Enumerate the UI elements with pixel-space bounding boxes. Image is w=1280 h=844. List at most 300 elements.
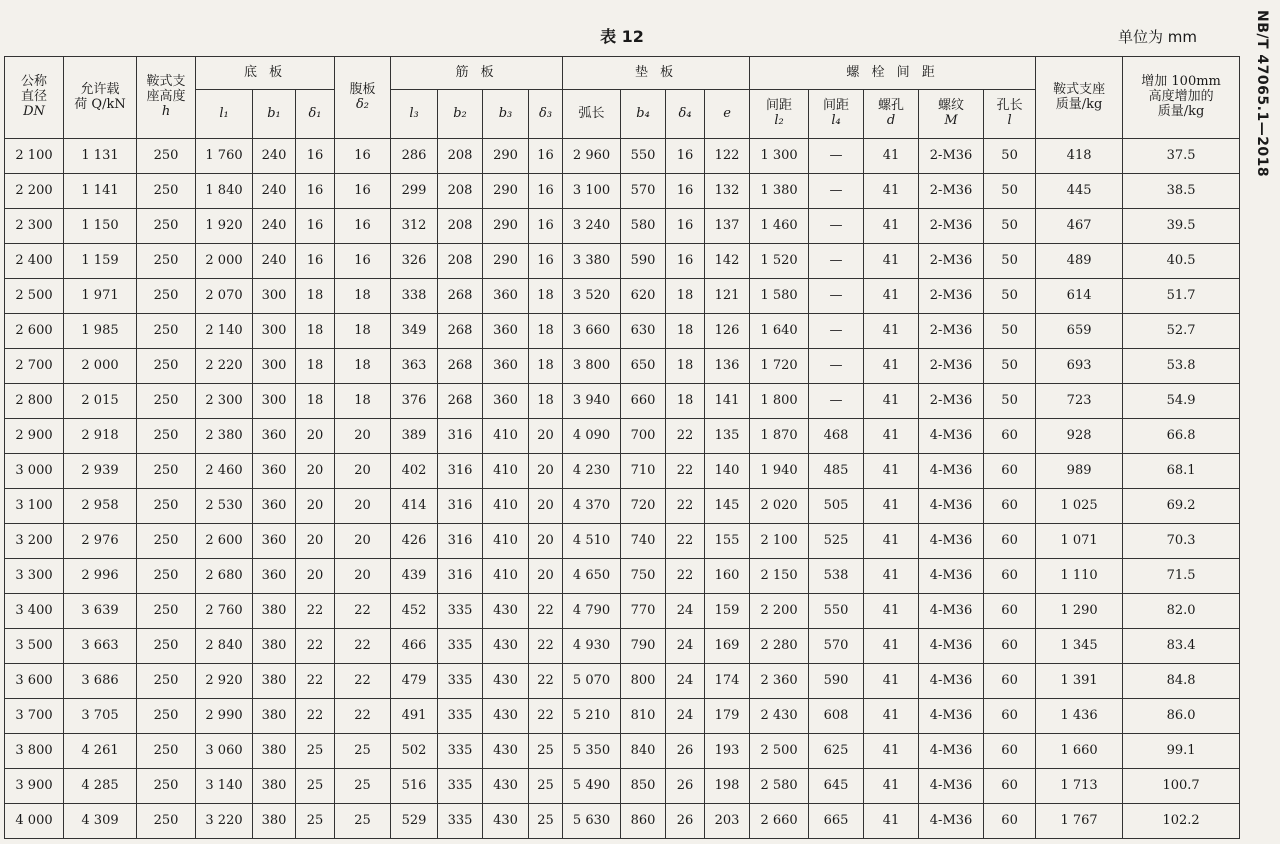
table-cell: 41	[864, 349, 919, 384]
table-cell: 4 230	[563, 454, 621, 489]
table-cell: 41	[864, 769, 919, 804]
col-web-header: 腹板 δ₂	[335, 57, 391, 139]
table-cell: 538	[809, 559, 864, 594]
table-cell: —	[809, 349, 864, 384]
table-cell: 145	[705, 489, 750, 524]
table-cell: 3 940	[563, 384, 621, 419]
table-cell: 16	[529, 244, 563, 279]
table-cell: 1 460	[750, 209, 809, 244]
table-cell: 4-M36	[919, 489, 984, 524]
table-cell: 4 790	[563, 594, 621, 629]
table-cell: 60	[984, 524, 1036, 559]
table-cell: 2 920	[196, 664, 253, 699]
table-cell: 489	[1036, 244, 1123, 279]
table-cell: 16	[666, 139, 705, 174]
table-cell: 360	[483, 279, 529, 314]
table-cell: 159	[705, 594, 750, 629]
table-cell: 250	[137, 314, 196, 349]
table-cell: 2 660	[750, 804, 809, 839]
table-cell: 50	[984, 244, 1036, 279]
table-cell: 3 520	[563, 279, 621, 314]
table-cell: 16	[335, 174, 391, 209]
table-cell: 4-M36	[919, 769, 984, 804]
table-cell: 335	[438, 769, 483, 804]
table-cell: 2-M36	[919, 279, 984, 314]
table-cell: 2-M36	[919, 244, 984, 279]
table-cell: 2-M36	[919, 384, 984, 419]
table-cell: 137	[705, 209, 750, 244]
table-cell: 121	[705, 279, 750, 314]
table-cell: 349	[391, 314, 438, 349]
table-cell: 203	[705, 804, 750, 839]
table-cell: 335	[438, 664, 483, 699]
table-cell: 550	[621, 139, 666, 174]
table-cell: 360	[483, 349, 529, 384]
table-row	[5, 629, 1240, 664]
dimension-table	[4, 56, 1240, 839]
table-cell: 250	[137, 524, 196, 559]
table-cell: 376	[391, 384, 438, 419]
table-row	[5, 384, 1240, 419]
table-cell: 41	[864, 244, 919, 279]
table-cell: 268	[438, 384, 483, 419]
table-cell: 590	[621, 244, 666, 279]
table-cell: 316	[438, 489, 483, 524]
table-cell: 3 000	[5, 454, 64, 489]
table-cell: 1 800	[750, 384, 809, 419]
table-cell: 3 660	[563, 314, 621, 349]
table-cell: 41	[864, 139, 919, 174]
table-row	[5, 524, 1240, 559]
table-cell: 4-M36	[919, 734, 984, 769]
table-cell: 445	[1036, 174, 1123, 209]
col-mass-header: 鞍式支座 质量/kg	[1036, 57, 1123, 139]
table-cell: 360	[483, 314, 529, 349]
table-cell: 20	[529, 454, 563, 489]
table-cell: 1 640	[750, 314, 809, 349]
table-cell: 250	[137, 174, 196, 209]
table-cell: 18	[529, 314, 563, 349]
table-cell: 5 350	[563, 734, 621, 769]
table-cell: 50	[984, 314, 1036, 349]
table-cell: 693	[1036, 349, 1123, 384]
table-cell: 22	[666, 454, 705, 489]
table-cell: 250	[137, 629, 196, 664]
table-cell: —	[809, 279, 864, 314]
table-cell: 41	[864, 734, 919, 769]
table-cell: 50	[984, 349, 1036, 384]
table-cell: 1 290	[1036, 594, 1123, 629]
table-cell: 250	[137, 419, 196, 454]
table-cell: 26	[666, 769, 705, 804]
table-cell: 22	[296, 594, 335, 629]
table-cell: 16	[335, 209, 391, 244]
table-cell: 22	[296, 664, 335, 699]
table-cell: 240	[253, 209, 296, 244]
table-cell: 3 705	[64, 699, 137, 734]
table-cell: 52.7	[1123, 314, 1240, 349]
col-l4-header: 间距 l₄	[809, 90, 864, 139]
table-cell: 2 960	[563, 139, 621, 174]
table-cell: 430	[483, 699, 529, 734]
table-cell: 2 760	[196, 594, 253, 629]
table-cell: 2 280	[750, 629, 809, 664]
table-cell: 20	[335, 419, 391, 454]
table-cell: 2 600	[196, 524, 253, 559]
table-cell: 2 400	[5, 244, 64, 279]
table-cell: 3 240	[563, 209, 621, 244]
table-cell: 16	[335, 244, 391, 279]
table-cell: 39.5	[1123, 209, 1240, 244]
table-cell: 2 380	[196, 419, 253, 454]
table-cell: 41	[864, 419, 919, 454]
table-cell: —	[809, 314, 864, 349]
table-cell: 24	[666, 664, 705, 699]
table-cell: 4 000	[5, 804, 64, 839]
table-cell: 410	[483, 454, 529, 489]
col-delta4-header: δ₄	[666, 90, 705, 139]
table-cell: 770	[621, 594, 666, 629]
table-cell: 1 985	[64, 314, 137, 349]
table-cell: 2 020	[750, 489, 809, 524]
table-cell: 41	[864, 454, 919, 489]
table-cell: 5 210	[563, 699, 621, 734]
table-cell: 4-M36	[919, 524, 984, 559]
table-cell: 22	[335, 629, 391, 664]
table-cell: 410	[483, 524, 529, 559]
table-cell: 155	[705, 524, 750, 559]
table-cell: 338	[391, 279, 438, 314]
table-cell: 2 150	[750, 559, 809, 594]
table-cell: 4-M36	[919, 419, 984, 454]
table-cell: 20	[296, 524, 335, 559]
table-cell: 360	[253, 489, 296, 524]
table-cell: 2 996	[64, 559, 137, 594]
table-cell: 18	[666, 314, 705, 349]
table-cell: 4 510	[563, 524, 621, 559]
table-cell: 2-M36	[919, 174, 984, 209]
table-cell: 20	[529, 559, 563, 594]
table-cell: 3 800	[5, 734, 64, 769]
table-cell: 468	[809, 419, 864, 454]
table-cell: 24	[666, 629, 705, 664]
table-cell: 630	[621, 314, 666, 349]
table-cell: 2 100	[5, 139, 64, 174]
table-cell: 2 100	[750, 524, 809, 559]
table-cell: 4-M36	[919, 699, 984, 734]
table-cell: 2 460	[196, 454, 253, 489]
table-cell: 620	[621, 279, 666, 314]
side-margin	[1244, 0, 1280, 844]
standard-number: NB/T 47065.1—2018	[1254, 10, 1270, 178]
table-cell: 660	[621, 384, 666, 419]
table-cell: 41	[864, 279, 919, 314]
table-cell: 37.5	[1123, 139, 1240, 174]
col-l1-header: l₁	[196, 90, 253, 139]
table-cell: 3 100	[563, 174, 621, 209]
table-cell: 268	[438, 314, 483, 349]
table-cell: 1 520	[750, 244, 809, 279]
table-cell: 4 285	[64, 769, 137, 804]
table-cell: 20	[296, 489, 335, 524]
table-cell: 316	[438, 524, 483, 559]
table-cell: 360	[253, 559, 296, 594]
table-cell: 467	[1036, 209, 1123, 244]
table-cell: 24	[666, 699, 705, 734]
table-cell: 466	[391, 629, 438, 664]
table-cell: 25	[529, 769, 563, 804]
table-cell: 60	[984, 559, 1036, 594]
table-cell: 83.4	[1123, 629, 1240, 664]
table-cell: 250	[137, 804, 196, 839]
table-cell: 135	[705, 419, 750, 454]
table-cell: 18	[296, 384, 335, 419]
bolt-spacing-group-header: 螺 栓 间 距	[750, 57, 1036, 90]
table-cell: 418	[1036, 139, 1123, 174]
table-cell: 360	[253, 419, 296, 454]
table-cell: 60	[984, 594, 1036, 629]
table-cell: 4-M36	[919, 559, 984, 594]
table-cell: 86.0	[1123, 699, 1240, 734]
table-cell: 710	[621, 454, 666, 489]
table-row	[5, 209, 1240, 244]
table-cell: 4 930	[563, 629, 621, 664]
table-cell: 41	[864, 209, 919, 244]
pad-plate-group-header: 垫 板	[563, 57, 750, 90]
table-cell: 208	[438, 209, 483, 244]
table-cell: 1 150	[64, 209, 137, 244]
table-row	[5, 419, 1240, 454]
table-row	[5, 594, 1240, 629]
table-cell: 84.8	[1123, 664, 1240, 699]
col-mass-add-header: 增加 100mm 高度增加的 质量/kg	[1123, 57, 1240, 139]
table-cell: 1 436	[1036, 699, 1123, 734]
table-cell: 16	[529, 139, 563, 174]
table-cell: 3 300	[5, 559, 64, 594]
table-cell: 2 000	[196, 244, 253, 279]
table-cell: 2 990	[196, 699, 253, 734]
table-cell: 142	[705, 244, 750, 279]
col-e-header: e	[705, 90, 750, 139]
table-cell: 516	[391, 769, 438, 804]
table-cell: 4-M36	[919, 629, 984, 664]
table-cell: 82.0	[1123, 594, 1240, 629]
table-cell: 402	[391, 454, 438, 489]
table-cell: 53.8	[1123, 349, 1240, 384]
table-cell: 2 976	[64, 524, 137, 559]
table-cell: 360	[253, 524, 296, 559]
table-cell: 2 900	[5, 419, 64, 454]
table-cell: 2 500	[5, 279, 64, 314]
table-cell: 316	[438, 419, 483, 454]
table-row	[5, 664, 1240, 699]
table-cell: 840	[621, 734, 666, 769]
table-cell: 1 110	[1036, 559, 1123, 594]
table-cell: 18	[666, 384, 705, 419]
table-cell: 240	[253, 139, 296, 174]
table-cell: 25	[529, 804, 563, 839]
table-cell: 25	[335, 769, 391, 804]
table-cell: 20	[296, 419, 335, 454]
table-cell: 71.5	[1123, 559, 1240, 594]
table-cell: 439	[391, 559, 438, 594]
table-cell: 250	[137, 454, 196, 489]
table-cell: 2 918	[64, 419, 137, 454]
table-cell: 300	[253, 349, 296, 384]
table-cell: 300	[253, 314, 296, 349]
table-cell: 41	[864, 804, 919, 839]
table-cell: 160	[705, 559, 750, 594]
table-cell: 5 630	[563, 804, 621, 839]
table-cell: 250	[137, 734, 196, 769]
table-cell: 1 870	[750, 419, 809, 454]
table-cell: 250	[137, 559, 196, 594]
table-cell: 18	[335, 314, 391, 349]
table-cell: 60	[984, 699, 1036, 734]
table-cell: 41	[864, 594, 919, 629]
table-cell: 22	[666, 419, 705, 454]
table-cell: 25	[529, 734, 563, 769]
table-cell: 2 140	[196, 314, 253, 349]
table-cell: 250	[137, 664, 196, 699]
table-cell: 250	[137, 699, 196, 734]
table-cell: 700	[621, 419, 666, 454]
rib-plate-group-header: 筋 板	[391, 57, 563, 90]
table-cell: 18	[666, 349, 705, 384]
table-cell: —	[809, 244, 864, 279]
table-cell: 16	[666, 209, 705, 244]
table-cell: 20	[296, 454, 335, 489]
table-cell: 16	[296, 209, 335, 244]
table-cell: 1 025	[1036, 489, 1123, 524]
table-cell: 720	[621, 489, 666, 524]
table-cell: 2 300	[5, 209, 64, 244]
table-cell: 60	[984, 804, 1036, 839]
table-cell: 3 060	[196, 734, 253, 769]
table-cell: 66.8	[1123, 419, 1240, 454]
table-cell: 18	[296, 314, 335, 349]
table-cell: 22	[529, 594, 563, 629]
table-cell: 625	[809, 734, 864, 769]
table-row	[5, 279, 1240, 314]
table-cell: 51.7	[1123, 279, 1240, 314]
table-cell: 2-M36	[919, 314, 984, 349]
table-cell: 723	[1036, 384, 1123, 419]
table-cell: 1 971	[64, 279, 137, 314]
table-cell: 750	[621, 559, 666, 594]
table-cell: 2 300	[196, 384, 253, 419]
table-cell: 299	[391, 174, 438, 209]
table-cell: 2 800	[5, 384, 64, 419]
table-cell: 136	[705, 349, 750, 384]
table-cell: 16	[666, 174, 705, 209]
table-cell: 1 071	[1036, 524, 1123, 559]
table-cell: 22	[335, 664, 391, 699]
table-cell: 2 015	[64, 384, 137, 419]
table-cell: 430	[483, 769, 529, 804]
table-cell: 25	[335, 804, 391, 839]
table-cell: 2 000	[64, 349, 137, 384]
table-row	[5, 314, 1240, 349]
table-cell: 140	[705, 454, 750, 489]
table-cell: 3 900	[5, 769, 64, 804]
table-cell: 60	[984, 419, 1036, 454]
table-cell: 335	[438, 734, 483, 769]
table-cell: 250	[137, 349, 196, 384]
table-cell: 68.1	[1123, 454, 1240, 489]
table-cell: 22	[529, 699, 563, 734]
table-cell: 60	[984, 734, 1036, 769]
table-cell: 208	[438, 174, 483, 209]
table-cell: 250	[137, 209, 196, 244]
table-cell: 4 370	[563, 489, 621, 524]
table-cell: 505	[809, 489, 864, 524]
table-cell: 24	[666, 594, 705, 629]
table-cell: 18	[529, 384, 563, 419]
col-b1-header: b₁	[253, 90, 296, 139]
table-cell: 122	[705, 139, 750, 174]
table-row	[5, 349, 1240, 384]
table-cell: 485	[809, 454, 864, 489]
table-cell: 126	[705, 314, 750, 349]
table-cell: 20	[529, 419, 563, 454]
table-cell: 529	[391, 804, 438, 839]
table-cell: 491	[391, 699, 438, 734]
table-cell: 650	[621, 349, 666, 384]
table-cell: 250	[137, 139, 196, 174]
table-cell: 3 200	[5, 524, 64, 559]
table-cell: 410	[483, 489, 529, 524]
table-cell: 335	[438, 594, 483, 629]
table-cell: 300	[253, 384, 296, 419]
table-cell: 1 713	[1036, 769, 1123, 804]
table-cell: 645	[809, 769, 864, 804]
table-cell: 25	[296, 769, 335, 804]
table-cell: 26	[666, 734, 705, 769]
table-cell: 250	[137, 769, 196, 804]
table-cell: 268	[438, 279, 483, 314]
table-cell: 18	[335, 384, 391, 419]
table-cell: 5 490	[563, 769, 621, 804]
table-cell: 316	[438, 454, 483, 489]
table-cell: 3 700	[5, 699, 64, 734]
table-cell: 1 720	[750, 349, 809, 384]
table-cell: 4-M36	[919, 594, 984, 629]
table-cell: 290	[483, 174, 529, 209]
table-cell: 22	[335, 594, 391, 629]
table-cell: 41	[864, 489, 919, 524]
table-cell: 2-M36	[919, 139, 984, 174]
table-row	[5, 244, 1240, 279]
table-cell: 2 600	[5, 314, 64, 349]
table-cell: 22	[296, 629, 335, 664]
table-cell: 179	[705, 699, 750, 734]
table-cell: 740	[621, 524, 666, 559]
table-cell: 208	[438, 139, 483, 174]
header-row-1	[5, 57, 1240, 90]
table-row	[5, 559, 1240, 594]
table-cell: 3 500	[5, 629, 64, 664]
table-cell: 20	[296, 559, 335, 594]
table-cell: 2 680	[196, 559, 253, 594]
table-cell: 41	[864, 664, 919, 699]
table-cell: 18	[666, 279, 705, 314]
table-cell: 40.5	[1123, 244, 1240, 279]
table-cell: 16	[335, 139, 391, 174]
table-row	[5, 489, 1240, 524]
table-cell: 132	[705, 174, 750, 209]
table-cell: 3 600	[5, 664, 64, 699]
